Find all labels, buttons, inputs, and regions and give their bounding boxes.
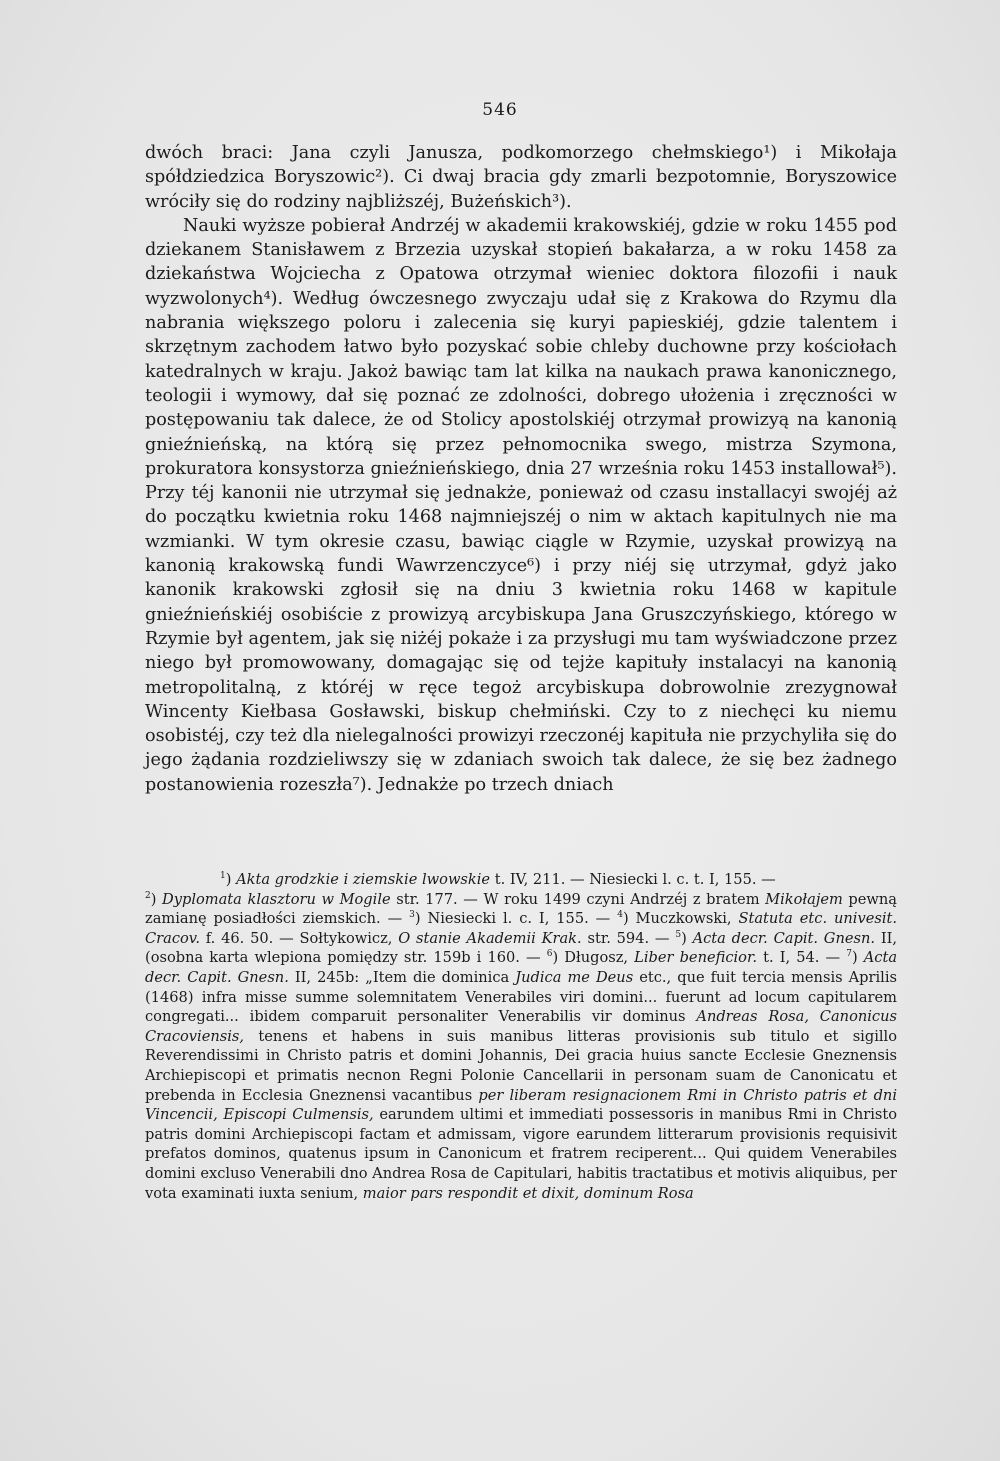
footnote-text: str. 594. — xyxy=(581,929,676,947)
paragraph-1: dwóch braci: Jana czyli Janusza, podkomorzego chełmskiego¹) i Mikołaja spółdziedzica Boryszowic²). Ci dwaj bracia gdy zmarli bezpotomnie, Boryszowice wróciły się do rodziny najbliższéj, Bużeńskich³). xyxy=(145,143,897,212)
footnote-text: II, 245b: „Item die dominica xyxy=(288,968,516,986)
footnote-marker: 7 xyxy=(846,949,852,960)
footnote-1-2: $^1$) Akta grodzkie i ziemskie lwowskie t. IV, 211. — Niesiecki l. c. t. I, 155. — $^2$) Dyplomata klasztoru w Mogile str. 177. — W roku 1499 czyni Andrzéj z bratem Mikołajem pewną zamianę posiadłości ziemskich. — $^3$) Niesiecki l. c. I, 155. — $^4$) Muczkowski, Statuta etc. univesit. Cracov. f. 46. 50. — Sołtykowicz, O stanie Akademii Krak. str. 594. — $^5$) Acta decr. Capit. Gnesn. II, (osobna karta wlepiona pomiędzy str. 159b i 160. — $^6$) Długosz, Liber beneficior. t. I, 54. — $^7$) Acta decr. Capit. Gnesn. II, 245b: „Item die dominica Judica me Deus etc., que fuit tercia mensis Aprilis (1468) infra misse summe solemnitatem Venerabiles viri domini... fuerunt ad locum capitularem congregati... ibidem comparuit personaliter Venerabilis vir dominus Andreas Rosa, Canonicus Cracoviensis, tenens et habens in suis manibus litteras provisionis sub titulo et sigillo Reverendissimi in Christo patris et domini Johannis, Dei gracia huius sancte Ecclesie Gneznensis Archiepiscopi et primatis necnon Regni Polonie Cancellarii in personam suam de Canonicatu et prebenda in Ecclesia Gneznensi vacantibus per liberam resignacionem Rmi in Christo patris et dni Vincencii, Episcopi Culmensis, earundem ultimi et immediati possessoris in manibus Rmi in Christo patris domini Archiepiscopi factam et admissam, vigore earundem litterarum provisionis requisivit prefatos dominos, quatenus ipsum in Canonicum et fratrem reciperent... Qui quidem Venerabiles domini excluso Venerabili dno Andrea Rosa de Capitulari, habitis tractatibus et motivis aliquibus, per vota examinati iuxta senium, maior pars respondit et dixit, dominum Rosa xyxy=(145,871,898,1202)
footnote-marker: 4 xyxy=(617,910,623,921)
footnote-title: Liber beneficior. xyxy=(634,949,757,967)
footnotes xyxy=(145,870,897,1203)
footnote-title: Acta decr. Capit. Gnesn. xyxy=(145,949,898,986)
footnote-text: II, (osobna karta wlepiona pomiędzy str. 159b i 160. — xyxy=(145,929,898,967)
paragraph-2: Nauki wyższe pobierał Andrzéj w akademii krakowskiéj, gdzie w roku 1455 pod dziekanem Stanisławem z Brzezia uzyskał stopień bakałarza, a w roku 1458 za dziekaństwa Wojciecha z Opatowa otrzymał wieniec doktora filozofii i nauk wyzwolonych⁴). Według ówczesnego zwyczaju udał się z Krakowa do Rzymu dla nabrania większego poloru i zalecenia się kuryi papieskiéj, gdzie talentem i skrzętnym zachodem łatwo było pozyskać sobie chleby duchowne przy kościołach katedralnych w kraju. Jakoż bawiąc tam lat kilka na naukach prawa kanonicznego, teologii i wymowy, dał się poznać ze zdolności, dobrego ułożenia i zręczności w postępowaniu tak dalece, że od Stolicy apostolskiéj otrzymał prowizyą na kanonią gnieźnieńską, na którą się przez pełnomocnika swego, mistrza Szymona, prokuratora konsystorza gnieźnieńskiego, dnia 27 września roku 1453 installował⁵). Przy téj kanonii nie utrzymał się jednakże, ponieważ od czasu installacyi swojéj aż do początku kwietnia roku 1468 najmniejszéj o nim w aktach kapitulnych nie ma wzmianki. W tym okresie czasu, bawiąc ciągle w Rzymie, uzyskał prowizyą na kanonią krakowską fundi Wawrzenczyce⁶) i przy niéj się utrzymał, gdyż jako kanonik krakowski zgłosił się na dniu 3 kwietnia roku 1468 w kapitule gnieźnieńskiéj osobiście z prowizyą arcybiskupa Jana Gruszczyńskiego, którego w Rzymie był agentem, jak się niżéj pokaże i za przysługi mu tam wyświadczone przez niego był promowowany, domagając się od tejże kapituły instalacyi na kanonią metropolitalną, z któréj w ręce tegoż arcybiskupa dobrowolnie zrezygnował Wincenty Kiełbasa Gosławski, biskup chełmiński. Czy to z niechęci ku niemu osobistéj, czy też dla nielegalności prowizyi rzeczonéj kapituła nie przychyliła się do jego żądania rozdzieliwszy się w zdaniach swoich tak dalece, że się bez żadnego postanowienia rozeszła⁷). Jednakże po trzech dniach xyxy=(145,215,897,795)
footnote-title: O stanie Akademii Krak. xyxy=(398,929,582,947)
footnote-marker: 5 xyxy=(675,929,682,940)
footnote-text: pewną zamianę posiadłości ziemskich. — xyxy=(145,890,897,928)
footnote-marker: 2 xyxy=(145,890,151,901)
footnote-text: tenens et habens in suis manibus litteras provisionis sub titulo et sigillo Reverendissimi in Christo patris et domini Johannis, Dei gracia huius sancte Ecclesie Gneznensis Archiepiscopi et primatis necnon Regni Polonie Cancellarii in personam suam de Canonicatu et prebenda in Ecclesia Gneznensi vacantibus xyxy=(145,1027,897,1104)
footnote-text: str. 177. — W roku 1499 czyni Andrzéj z bratem xyxy=(390,890,760,908)
footnote-title: Judica me Deus xyxy=(515,968,634,986)
page-number: 546 xyxy=(482,100,518,120)
footnote-text: t. I, 54. — xyxy=(756,949,847,967)
footnote-title: Dyplomata klasztoru w Mogile xyxy=(162,890,391,908)
footnote-text: t. IV, 211. — Niesiecki l. c. t. I, 155. — xyxy=(490,871,776,888)
footnote-title: per liberam resignacionem Rmi in Christo patris et dni Vincencii, Episcopi Culmensis, xyxy=(145,1086,897,1124)
footnote-marker: 1 xyxy=(220,871,226,882)
footnote-marker: 6 xyxy=(546,949,553,960)
footnote-text: etc., que fuit tercia mensis Aprilis (1468) infra misse summe solemnitatem Venerabiles viri domini... fuerunt ad locum capitularem congregati... ibidem comparuit personaliter Venerabilis vir dominus xyxy=(145,968,897,1026)
main-text-body xyxy=(145,141,897,797)
footnote-text: f. 46. 50. — Sołtykowicz, xyxy=(199,929,399,947)
footnote-title: Statuta etc. univesit. Cracov. xyxy=(145,910,898,947)
footnote-title: Mikołajem xyxy=(765,890,843,908)
footnote-title: Acta decr. Capit. Gnesn. xyxy=(686,929,876,947)
footnote-text: Niesiecki l. c. I, 155. — xyxy=(420,910,611,928)
footnote-text: Muczkowski, xyxy=(628,910,739,928)
footnote-text: earundem ultimi et immediati possessoris in manibus Rmi in Christo patris domini Archiepiscopi factam et admissam, vigore earundem litterarum provisionis requisivit prefatos dominos, quatenus ipsum in Canonicum et fratrem reciperent... Qui quidem Venerabiles domini excluso Venerabili dno Andrea Rosa de Capitulari, habitis tractatibus et motivis aliquibus, per vota examinati iuxta senium, xyxy=(145,1106,897,1202)
footnote-text: Długosz, xyxy=(558,949,635,967)
footnote-title: maior pars respondit et dixit, dominum Rosa xyxy=(362,1184,694,1202)
footnote-title: Andreas Rosa, Canonicus Cracoviensis, xyxy=(145,1008,897,1045)
footnote-marker: 3 xyxy=(409,910,415,921)
footnote-title: Akta grodzkie i ziemskie lwowskie xyxy=(236,871,491,888)
